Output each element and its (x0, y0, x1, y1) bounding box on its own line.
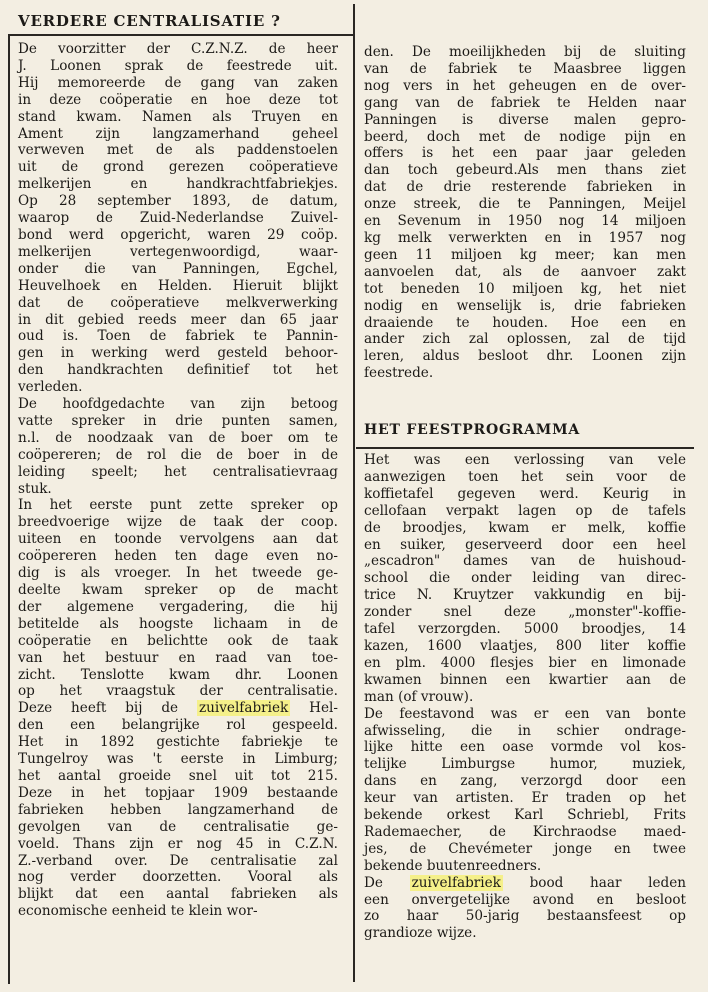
text-line: „escadron" dames van de huishoud- (364, 553, 686, 570)
text-line: den een belangrijke rol gespeeld. (18, 717, 338, 734)
text-line: stand kwam. Namen als Truyen en (18, 108, 338, 125)
text-line: geen 11 miljoen kg meer; kan men (364, 246, 686, 263)
text-line: bekende orkest Karl Schriebl, Frits (364, 807, 686, 824)
text-line: breedvoerige wijze de taak der coop. (18, 514, 338, 531)
text-line: Het was een verlossing van vele (364, 452, 686, 468)
text-line: trice N. Kruytzer vakkundig en bij- (364, 587, 686, 604)
text-line: offers is het een paar jaar geleden (364, 145, 686, 162)
text-line: van de fabriek te Maasbree liggen (364, 60, 686, 77)
text-line: gevolgen van de centralisatie ge- (18, 818, 338, 835)
text-line: der algemene vergadering, die hij (18, 598, 338, 615)
text-line: Rademaecher, de Kirchraodse maed- (364, 823, 686, 840)
text-line: den. De moeilijkheden bij de sluiting (364, 44, 686, 60)
text-line: In het eerste punt zette spreker op (18, 497, 338, 514)
text-line: n.l. de noodzaak van de boer om te (18, 429, 338, 446)
text-line: beerd, doch met de nodige pijn en (364, 128, 686, 145)
text-line: dat de drie resterende fabrieken in (364, 179, 686, 196)
text-line: lijke hitte een oase vormde vol kos- (364, 739, 686, 756)
text-line: in deze coöperatie en hoe deze tot (18, 91, 338, 108)
text-line: gang van de fabriek te Helden naar (364, 94, 686, 111)
text-line: De zuivelfabriek bood haar leden (364, 874, 687, 891)
text-line: onze streek, die te Panningen, Meijel (364, 196, 686, 213)
text-line: De hoofdgedachte van zijn betoog (18, 396, 338, 413)
text-line: Heuvelhoek en Helden. Hieruit blijkt (18, 277, 338, 294)
text-line: tot beneden 10 miljoen kg, het niet (364, 280, 686, 297)
text-line: De feestavond was er een van bonte (364, 705, 686, 722)
text-line: Hij memoreerde de gang van zaken (18, 74, 338, 91)
text-line: Ament zijn langzamerhand geheel (18, 125, 338, 142)
text-line: en plm. 4000 flesjes bier en limonade (364, 654, 686, 671)
text-line: waarop de Zuid-Nederlandse Zuivel- (18, 210, 338, 227)
text-line: kg melk verwerkten en in 1957 nog (364, 229, 686, 246)
text-line: melkerijen en handkrachtfabriekjes. (18, 176, 338, 193)
text-line: in dit gebied reeds meer dan 65 jaar (18, 311, 338, 328)
text-line: De voorzitter der C.Z.N.Z. de heer (18, 41, 338, 57)
text-line: nog vers in het geheugen en de over- (364, 77, 686, 94)
text-line: den handkrachten definitief tot het (18, 362, 338, 379)
text-line: de broodjes, kwam er melk, koffie (364, 519, 686, 536)
text-line: bond werd opgericht, waren 29 coöp. (18, 226, 338, 243)
text-line: Op 28 september 1893, de datum, (18, 193, 338, 210)
text-line: school die onder leiding van direc- (364, 570, 686, 587)
text-line: grandioze wijze. (364, 925, 477, 942)
text-line: dan toch gebeurd.Als men thans ziet (364, 162, 686, 179)
text-line: coöpereren; de rol die de boer in de (18, 446, 338, 463)
text-line: coöpereren heden ten dage even no- (18, 548, 338, 565)
text-line: uiteen en toonde vervolgens aan dat (18, 531, 338, 548)
text-line: jes, de Chevémeter jonge en twee (364, 840, 686, 857)
text-line: van het bestuur en raad van toe- (18, 649, 338, 666)
text-line: zo haar 50-jarig bestaansfeest op (364, 908, 686, 925)
text-line: koffietafel gegeven werd. Keurig in (364, 485, 686, 502)
highlighted-word: zuivelfabriek (198, 700, 289, 717)
text-line: Deze in het topjaar 1909 bestaande (18, 784, 338, 801)
text-line: vatte spreker in drie punten samen, (18, 412, 338, 429)
text-line: economische eenheid te klein wor- (18, 903, 258, 920)
text-line: feestrede. (364, 365, 434, 382)
left-border-rule (8, 34, 10, 984)
text-line: dans en zang, verzorgd door een (364, 773, 686, 790)
text-line: bekende buutenreedners. (364, 857, 542, 874)
text-line: uit de grond gerezen coöperatieve (18, 159, 338, 176)
text-line: leiding speelt; het centralisatievraag (18, 463, 338, 480)
text-line: Deze heeft bij de zuivelfabriek Hel- (18, 700, 338, 717)
text-line: gen in werking werd gesteld behoor- (18, 345, 338, 362)
text-line: op het vraagstuk der centralisatie. (18, 683, 338, 700)
text-line: kwamen binnen een kwartier aan de (364, 671, 686, 688)
text-line: nog verder doorzetten. Vooral als (18, 869, 338, 886)
text-line: Het in 1892 gestichte fabriekje te (18, 734, 338, 751)
text-line: blijkt dat een aantal fabrieken als (18, 886, 338, 903)
text-line: nodig en wenselijk is, drie fabrieken (364, 297, 686, 314)
text-line: telijke Limburgse humor, muziek, (364, 756, 686, 773)
left-heading-rule (8, 34, 353, 36)
text-line: J. Loonen sprak de feestrede uit. (18, 57, 338, 74)
text-line: coöperatie en belichtte ook de taak (18, 632, 338, 649)
text-line: betitelde als hoogste lichaam in de (18, 615, 338, 632)
text-line: Panningen is diverse malen gepro- (364, 111, 686, 128)
text-line: verleden. (18, 379, 83, 396)
right-heading-rule (356, 447, 694, 449)
text-line: stuk. (18, 480, 52, 497)
right-column-text-bottom (364, 452, 686, 942)
text-line: dat de coöperatieve melkverwerking (18, 294, 338, 311)
text-line: cellofaan verpakt lagen op de tafels (364, 502, 686, 519)
text-line: ander zich zal oplossen, zal de tijd (364, 331, 686, 348)
text-line: onder die van Panningen, Egchel, (18, 260, 338, 277)
text-line: oud is. Toen de fabriek te Pannin- (18, 328, 338, 345)
text-line: het aantal groeide snel uit tot 215. (18, 767, 338, 784)
text-line: Z.-verband over. De centralisatie zal (18, 852, 338, 869)
right-heading: HET FEESTPROGRAMMA (364, 422, 581, 438)
text-line: voeld. Thans zijn er nog 45 in C.Z.N. (18, 835, 338, 852)
text-line: keur van artisten. Er traden op het (364, 790, 686, 807)
text-line: Tungelroy was 't eerste in Limburg; (18, 751, 338, 768)
right-column-text-top (364, 44, 686, 382)
text-line: en Sevenum in 1950 nog 14 miljoen (364, 213, 686, 230)
text-line: tafel verzorgden. 5000 broodjes, 14 (364, 621, 686, 638)
text-line: fabrieken hebben langzamerhand de (18, 801, 338, 818)
text-line: leren, aldus besloot dhr. Loonen zijn (364, 348, 686, 365)
highlighted-word: zuivelfabriek (411, 874, 501, 891)
text-line: een onvergetelijke avond en besloot (364, 891, 686, 908)
text-line: aanwezigen toen het sein voor de (364, 468, 686, 485)
column-divider (353, 4, 355, 982)
text-line: man (of vrouw). (364, 688, 474, 705)
text-line: zicht. Tenslotte kwam dhr. Loonen (18, 666, 338, 683)
text-line: zonder snel deze „monster"-koffie- (364, 604, 686, 621)
left-column-text (18, 41, 338, 920)
text-line: melkerijen vertegenwoordigd, waar- (18, 243, 338, 260)
text-line: dig is als vroeger. In het tweede ge- (18, 565, 338, 582)
text-line: en suiker, geserveerd door een heel (364, 536, 686, 553)
text-line: verweven met de als paddenstoelen (18, 142, 338, 159)
left-heading: VERDERE CENTRALISATIE ? (18, 12, 281, 30)
text-line: deelte kwam spreker op de macht (18, 582, 338, 598)
text-line: kazen, 1600 vlaatjes, 800 liter koffie (364, 637, 686, 654)
text-line: afwisseling, die in schier ondrage- (364, 722, 686, 739)
text-line: draaiende te houden. Hoe een en (364, 314, 686, 331)
text-line: aanvoelen dat, als de aanvoer zakt (364, 263, 686, 280)
